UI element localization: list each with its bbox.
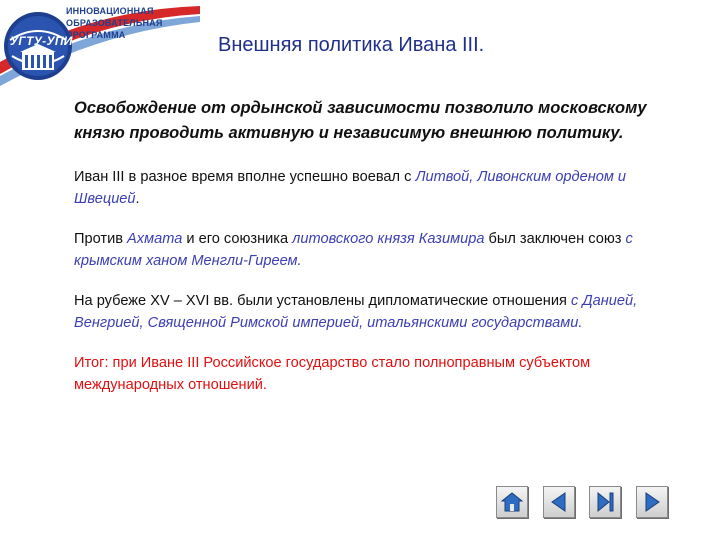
text: Иван III в разное время вполне успешно воевал с — [74, 169, 416, 185]
previous-icon — [544, 487, 574, 517]
text: был заключен союз — [484, 231, 626, 247]
highlight-text: с крымским ханом Менгли-Гиреем. — [74, 231, 633, 269]
paragraph-alliance — [74, 228, 670, 272]
highlight-text: Ахмата — [127, 231, 183, 247]
logo-text-line2: ОБРАЗОВАТЕЛЬНАЯ — [66, 18, 163, 28]
paragraph-diplomacy — [74, 290, 670, 334]
slide-content — [74, 96, 670, 414]
end-button[interactable] — [589, 486, 621, 518]
text: На рубеже XV – XVI вв. были установлены дипломатические отношения — [74, 293, 571, 309]
text: Против — [74, 231, 128, 247]
paragraph-wars — [74, 166, 670, 210]
next-icon — [637, 487, 667, 517]
highlight-text: Литвой, Ливонским орденом и Швецией — [74, 169, 627, 207]
previous-button[interactable] — [543, 486, 575, 518]
text: . — [135, 191, 140, 207]
home-button[interactable] — [496, 486, 528, 518]
highlight-text: с Данией, Венгрией, Священной Римской империей, итальянскими государствами. — [74, 293, 638, 331]
logo-text-line3: ПРОГРАММА — [66, 30, 126, 40]
logo-badge: УГТУ-УПИ — [10, 34, 73, 48]
end-icon — [590, 487, 620, 517]
slide-title: Внешняя политика Ивана III. — [218, 34, 485, 56]
paragraph-conclusion: Итог: при Иване III Российское государство стало полноправным субъектом международных отношений. — [74, 355, 591, 393]
lead-statement: Освобождение от ордынской зависимости позволило московскому князю проводить активную и независимую внешнюю политику. — [74, 99, 647, 142]
highlight-text: литовского князя Казимира — [292, 231, 485, 247]
text: и его союзника — [182, 231, 293, 247]
next-button[interactable] — [636, 486, 668, 518]
logo-text-line1: ИННОВАЦИОННАЯ — [66, 6, 154, 16]
home-icon — [497, 487, 527, 517]
program-logo — [0, 0, 200, 110]
